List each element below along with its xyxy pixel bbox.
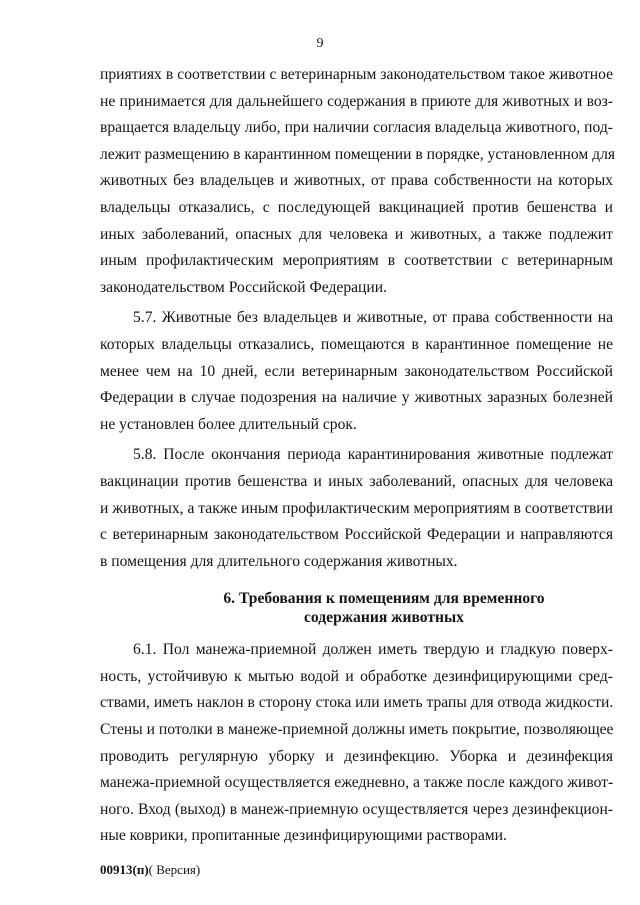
text-line: ствами, иметь наклон в сторону стока или иметь трапы для отвода жидкости. xyxy=(100,694,614,712)
heading-line: 6. Требования к помещениям для временного xyxy=(223,590,545,608)
document-version: ( Версия) xyxy=(148,862,201,877)
text-line: 5.7. Животные без владельцев и животные, от права собственности на xyxy=(133,309,613,327)
text-line: животных без владельцев и животных, от права собственности на которых xyxy=(100,172,613,190)
text-line: не установлен более длительный срок. xyxy=(100,415,357,433)
paragraph-6-1 xyxy=(100,637,613,850)
text-line: 6.1. Пол манежа-приемной должен иметь твердую и гладкую поверх- xyxy=(133,641,613,659)
text-line: ного. Вход (выход) в манеж-приемную осуществляется через дезинфекцион- xyxy=(100,800,613,818)
text-line: вращается владельцу либо, при наличии согласия владельца животного, под- xyxy=(100,119,613,137)
page-number: 9 xyxy=(316,36,324,51)
text-line: Федерации в случае подозрения на наличие у животных заразных болезней xyxy=(100,389,613,407)
text-line: законодательством Российской Федерации. xyxy=(100,278,387,296)
text-line: которых владельцы отказались, помещаются в карантинное помещение не xyxy=(100,335,613,353)
text-line: в помещения для длительного содержания животных. xyxy=(100,552,458,570)
section-heading xyxy=(100,589,613,627)
text-line: ные коврики, пропитанные дезинфицирующими растворами. xyxy=(100,827,507,845)
text-line: Стены и потолки в манеже-приемной должны иметь покрытие, позволяющее xyxy=(100,721,614,739)
text-line: иных заболеваний, опасных для человека и животных, а также подлежит xyxy=(100,225,613,243)
text-line: приятиях в соответствии с ветеринарным законодательством такое животное xyxy=(100,66,613,83)
text-line: с ветеринарным законодательством Российской Федерации и направляются xyxy=(100,526,613,544)
text-line: и животных, а также иным профилактическим мероприятиям в соответствии xyxy=(100,499,613,517)
text-line: владельцы отказались, с последующей вакцинацией против бешенства и xyxy=(100,198,613,216)
text-line: не принимается для дальнейшего содержания в приюте для животных и воз- xyxy=(100,92,613,110)
paragraph-continuation xyxy=(100,62,616,301)
text-line: лежит размещению в карантинном помещении в порядке, установленном для xyxy=(100,145,616,163)
paragraph-5-7 xyxy=(100,305,613,438)
text-line: проводить регулярную уборку и дезинфекцию. Уборка и дезинфекция xyxy=(100,747,613,765)
text-line: манежа-приемной осуществляется ежедневно, а также после каждого живот- xyxy=(100,774,614,792)
text-line: ность, устойчивую к мытью водой и обработке дезинфицирующими сред- xyxy=(100,667,613,685)
text-line: менее чем на 10 дней, если ветеринарным законодательством Российской xyxy=(100,362,613,380)
text-line: вакцинации против бешенства и иных заболеваний, опасных для человека xyxy=(100,472,613,490)
document-body xyxy=(100,62,616,850)
heading-line: содержания животных xyxy=(304,609,464,627)
document-footer xyxy=(100,862,200,878)
paragraph-5-8 xyxy=(100,442,613,575)
document-code: 00913(п) xyxy=(100,862,149,877)
text-line: 5.8. После окончания периода карантинирования животные подлежат xyxy=(133,446,613,464)
text-line: иным профилактическим мероприятиям в соответствии с ветеринарным xyxy=(100,252,613,270)
